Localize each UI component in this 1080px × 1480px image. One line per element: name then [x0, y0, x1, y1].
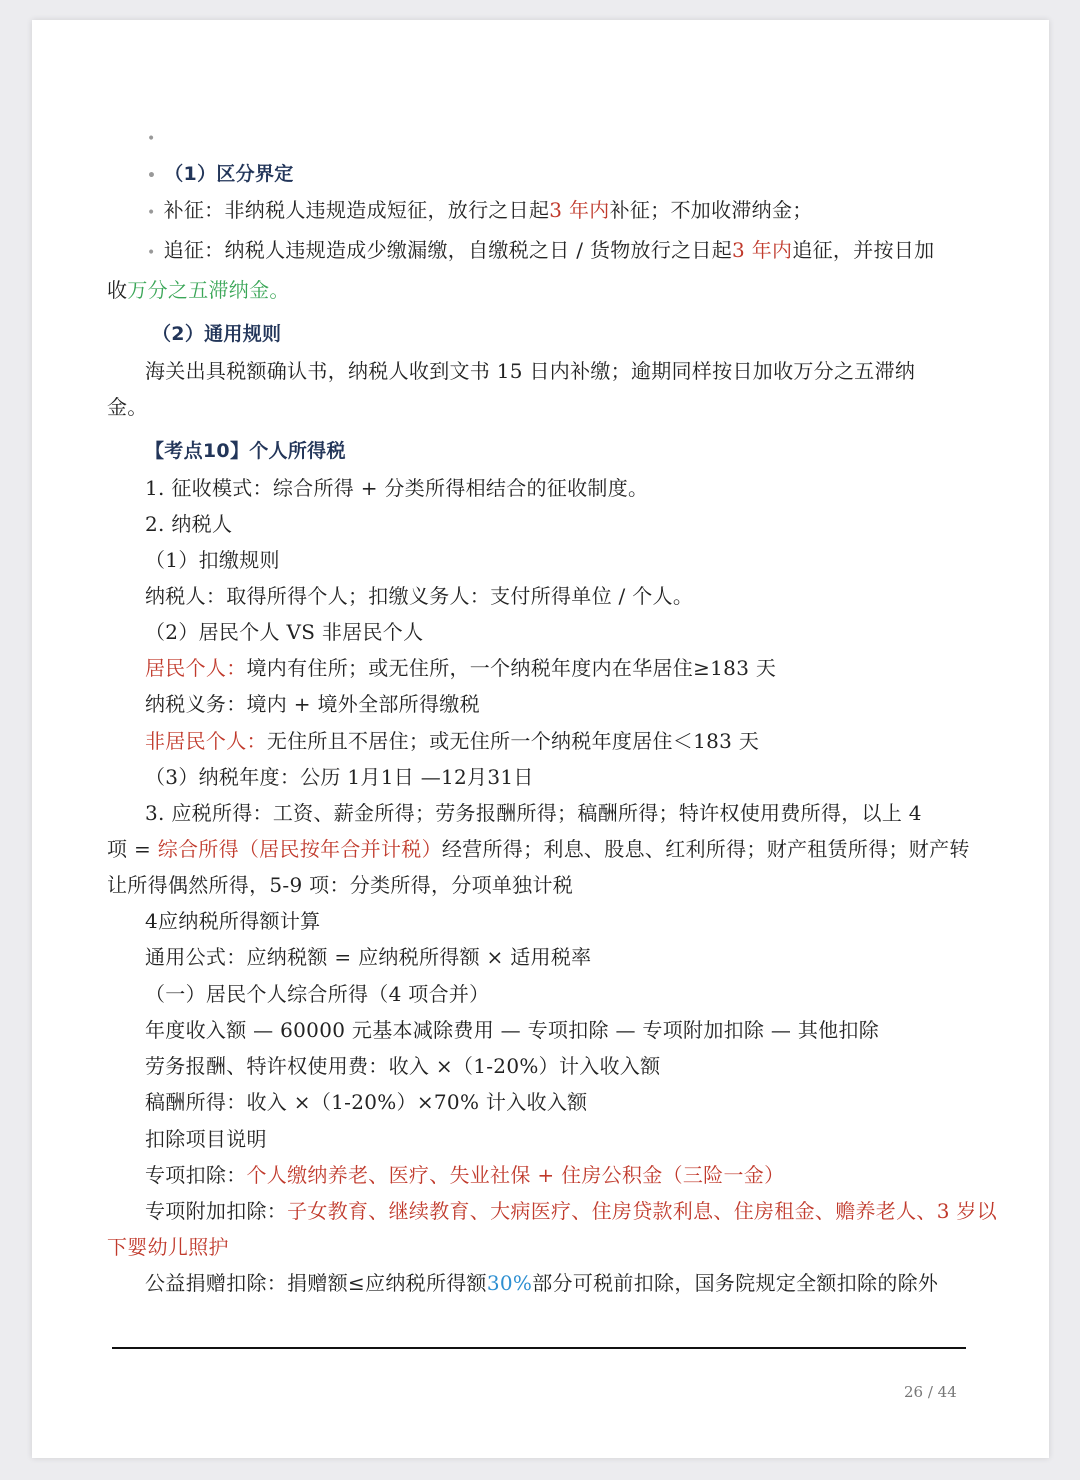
paragraph-zhuizheng-cont: 收万分之五滞纳金。: [107, 278, 290, 302]
highlight-red: 个人缴纳养老、医疗、失业社保 + 住房公积金（三险一金）: [246, 1163, 785, 1187]
paragraph-additional-deduction: 专项附加扣除：子女教育、继续教育、大病医疗、住房贷款利息、住房租金、赡养老人、3 岁以: [145, 1199, 997, 1223]
bullet-marker: •: [147, 205, 156, 221]
paragraph: 年度收入额 — 60000 元基本减除费用 — 专项扣除 — 专项附加扣除 — 其他扣除: [145, 1018, 880, 1042]
highlight-red: 综合所得（居民按年合并计税）: [157, 837, 442, 861]
paragraph: （2）居民个人 VS 非居民个人: [145, 620, 424, 644]
paragraph: 2. 纳税人: [145, 512, 233, 536]
paragraph-general-rules: 海关出具税额确认书，纳税人收到文书 15 日内补缴；逾期同样按日加收万分之五滞纳: [145, 359, 916, 383]
highlight-red: 非居民个人：: [145, 729, 267, 753]
paragraph-general-rules-cont: 金。: [107, 395, 148, 419]
section-heading-classification: • （1）区分界定: [147, 163, 294, 185]
paragraph-special-deduction: 专项扣除：个人缴纳养老、医疗、失业社保 + 住房公积金（三险一金）: [145, 1163, 785, 1187]
section-heading-iit: 【考点10】个人所得税: [145, 440, 346, 462]
paragraph: 纳税义务：境内 + 境外全部所得缴税: [145, 692, 480, 716]
bullet-marker: •: [147, 245, 156, 261]
paragraph-zhuizheng: • 追征：纳税人违规造成少缴漏缴，自缴税之日 / 货物放行之日起3 年内追征，并按日加: [147, 238, 935, 262]
section-heading-general-rules: （2）通用规则: [152, 323, 282, 345]
paragraph-additional-deduction-cont: 下婴幼儿照护: [107, 1235, 229, 1259]
highlight-blue: 30%: [486, 1271, 533, 1295]
paragraph: 纳税人：取得所得个人；扣缴义务人：支付所得单位 / 个人。: [145, 584, 694, 608]
paragraph: 稿酬所得：收入 ×（1-20%）×70% 计入收入额: [145, 1090, 588, 1114]
paragraph: 通用公式：应纳税额 = 应纳税所得额 × 适用税率: [145, 945, 592, 969]
paragraph-donation-deduction: 公益捐赠扣除：捐赠额≤应纳税所得额30%部分可税前扣除，国务院规定全额扣除的除外: [145, 1271, 939, 1295]
paragraph: 4应纳税所得额计算: [145, 909, 321, 933]
paragraph: （3）纳税年度：公历 1月1日 —12月31日: [145, 765, 534, 789]
paragraph-buzheng: • 补征：非纳税人违规造成短征，放行之日起3 年内补征；不加收滞纳金；: [147, 198, 813, 222]
paragraph: 劳务报酬、特许权使用费：收入 ×（1-20%）计入收入额: [145, 1054, 661, 1078]
paragraph-resident: 居民个人：境内有住所；或无住所，一个纳税年度内在华居住≥183 天: [145, 656, 777, 680]
highlight-red: 居民个人：: [145, 656, 247, 680]
document-page: [32, 20, 1049, 1458]
footer-divider: [112, 1347, 966, 1349]
highlight-red: 子女教育、继续教育、大病医疗、住房贷款利息、住房租金、赡养老人、3 岁以: [287, 1199, 997, 1223]
paragraph: （1）扣缴规则: [145, 548, 280, 572]
highlight-green: 万分之五滞纳金。: [127, 278, 290, 302]
paragraph: 1. 征收模式：综合所得 + 分类所得相结合的征收制度。: [145, 476, 649, 500]
paragraph: 3. 应税所得：工资、薪金所得；劳务报酬所得；稿酬所得；特许权使用费所得，以上 4: [145, 801, 922, 825]
paragraph-nonresident: 非居民个人：无住所且不居住；或无住所一个纳税年度居住＜183 天: [145, 729, 760, 753]
highlight-red: 3 年内: [549, 198, 610, 222]
paragraph: （一）居民个人综合所得（4 项合并）: [145, 982, 490, 1006]
paragraph: 让所得偶然所得，5-9 项：分类所得，分项单独计税: [107, 873, 574, 897]
bullet-marker: •: [147, 168, 157, 184]
highlight-red: 3 年内: [732, 238, 793, 262]
paragraph: 项 = 综合所得（居民按年合并计税）经营所得；利息、股息、红利所得；财产租赁所得；财产转: [107, 837, 970, 861]
bullet-marker: •: [147, 131, 156, 147]
page-number: 26 / 44: [904, 1383, 957, 1401]
paragraph: 扣除项目说明: [145, 1127, 267, 1151]
